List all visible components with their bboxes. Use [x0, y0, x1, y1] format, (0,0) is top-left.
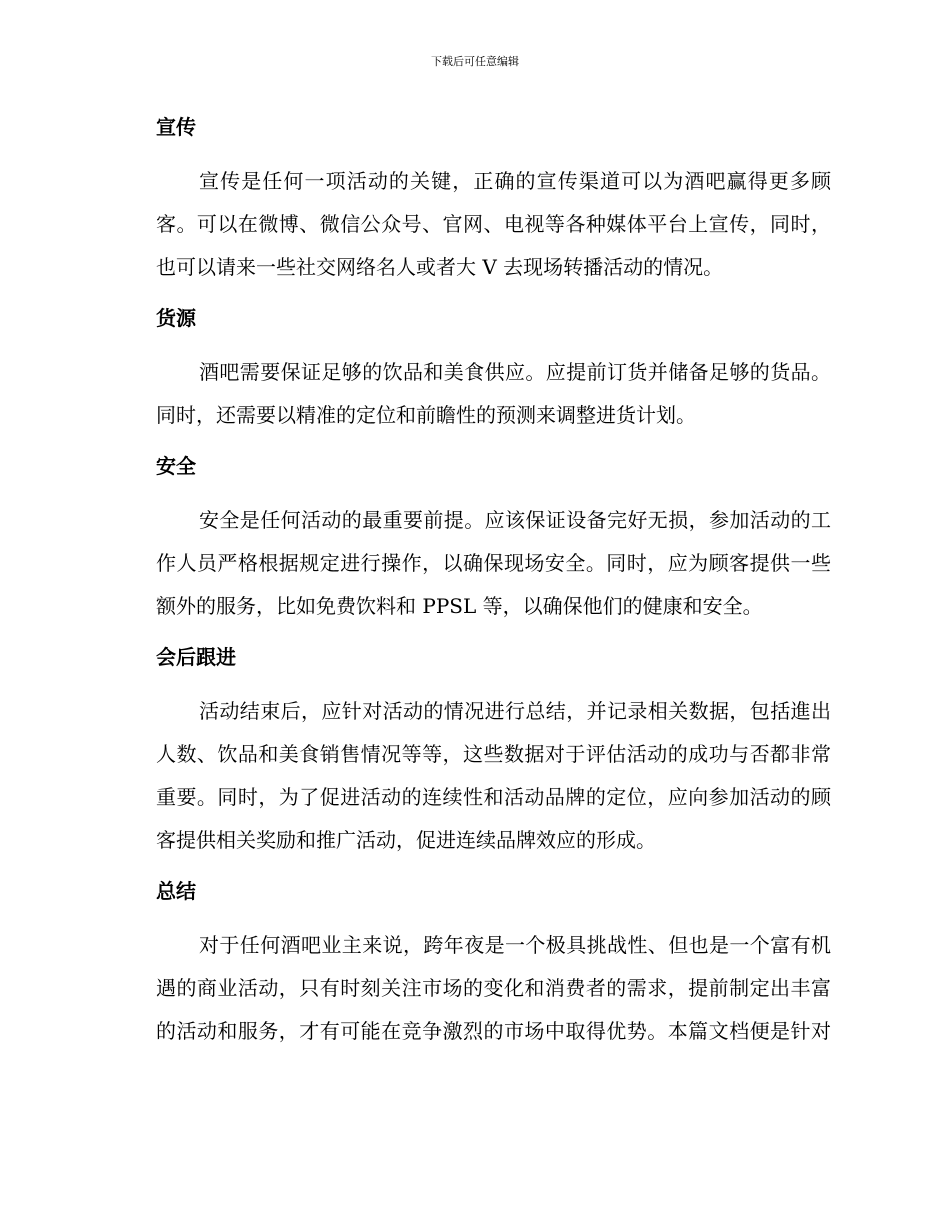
section-summary: [113, 874, 831, 1053]
section-heading: 安全: [156, 454, 196, 478]
section-paragraph: [113, 499, 831, 628]
section-heading: 会后跟进: [156, 645, 236, 669]
paragraph-line: 安全是任何活动的最重要前提。应该保证设备完好无损，参加活动的工: [199, 508, 831, 532]
paragraph-line: 遇的商业活动，只有时刻关注市场的变化和消费者的需求，提前制定出丰富: [156, 976, 831, 1000]
paragraph-line: 活动结束后，应针对活动的情况进行总结，并记录相关数据，包括進出: [199, 699, 831, 723]
section-heading: 货源: [156, 306, 196, 330]
paragraph-line: 酒吧需要保证足够的饮品和美食供应。应提前订货并储备足够的货品。: [199, 360, 831, 384]
paragraph-line: 作人员严格根据规定进行操作，以确保现场安全。同时，应为顾客提供一些: [156, 551, 831, 575]
section-paragraph: [113, 351, 831, 437]
section-paragraph: [113, 924, 831, 1053]
section-paragraph: [113, 690, 831, 862]
paragraph-line: 重要。同时，为了促进活动的连续性和活动品牌的定位，应向参加活动的顾: [156, 785, 831, 809]
paragraph-line: 额外的服务，比如免费饮料和 PPSL 等，以确保他们的健康和安全。: [156, 594, 763, 618]
paragraph-line: 同时，还需要以精准的定位和前瞻性的预测来调整进货计划。: [156, 403, 696, 427]
page-header: 下载后可任意编辑: [431, 55, 519, 68]
paragraph-line: 对于任何酒吧业主来说，跨年夜是一个极具挑战性、但也是一个富有机: [199, 933, 831, 957]
document-body: [113, 110, 831, 1065]
paragraph-line: 人数、饮品和美食销售情况等等，这些数据对于评估活动的成功与否都非常: [156, 742, 831, 766]
section-publicity: [113, 110, 831, 289]
section-heading: 宣传: [156, 115, 196, 139]
paragraph-line: 宣传是任何一项活动的关键，正确的宣传渠道可以为酒吧赢得更多顾: [199, 169, 831, 193]
paragraph-line: 客。可以在微博、微信公众号、官网、电视等各种媒体平台上宣传，同时，: [156, 212, 831, 236]
section-follow-up: [113, 640, 831, 862]
section-supply: [113, 301, 831, 437]
paragraph-line: 也可以请来一些社交网络名人或者大 V 去现场转播活动的情况。: [156, 255, 724, 279]
section-heading: 总结: [156, 879, 196, 903]
paragraph-line: 的活动和服务，才有可能在竞争激烈的市场中取得优势。本篇文档便是针对: [156, 1019, 831, 1043]
section-safety: [113, 449, 831, 628]
paragraph-line: 客提供相关奖励和推广活动，促进连续品牌效应的形成。: [156, 828, 656, 852]
section-paragraph: [113, 160, 831, 289]
